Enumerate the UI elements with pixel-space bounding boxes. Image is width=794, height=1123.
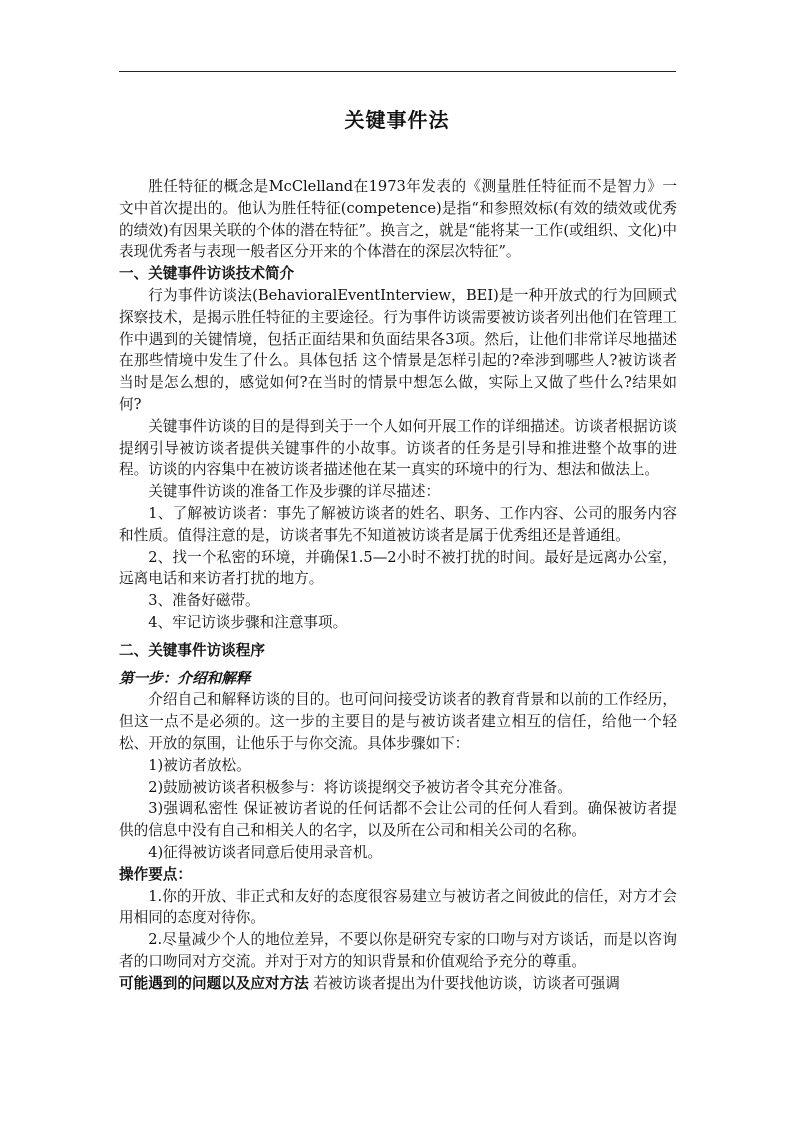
section1-paragraph-2: 关键事件访谈的目的是得到关于一个人如何开展工作的详细描述。访谈者根据访谈提纲引导被访谈者提供关键事件的小故事。访谈者的任务是引导和推进整个故事的进程。访谈的内容集中在被访谈者描述他在某一真实的环境中的行为、想法和做法上。 xyxy=(119,417,677,479)
step1-paragraph: 介绍自己和解释访谈的目的。也可问问接受访谈者的教育背景和以前的工作经历，但这一点不是必须的。这一步的主要目的是与被访谈者建立相互的信任，给他一个轻松、开放的氛围，让他乐于与你交流。具体步骤如下： xyxy=(119,691,677,752)
document-body xyxy=(119,176,677,994)
problems-label: 可能遇到的问题以及应对方法 xyxy=(119,974,309,992)
intro-paragraph: 胜任特征的概念是McClelland在1973年发表的《测量胜任特征而不是智力》一文中首次提出的。他认为胜任特征(competence)是指“和参照效标(有效的绩效或优秀的绩效)有因果关联的个体的潜在特征”。换言之，就是“能将某一工作(或组织、文化)中表现优秀者与表现一般者区分开来的个体潜在的深层次特征”。 xyxy=(119,178,677,261)
document-title: 关键事件法 xyxy=(344,108,450,132)
step1-sub-2: 2)鼓励被访谈者积极参与：将访谈提纲交予被访者令其充分准备。 xyxy=(148,778,572,796)
ops-heading: 操作要点： xyxy=(119,865,192,883)
ops-point-2: 2.尽量减少个人的地位差异，不要以你是研究专家的口吻与对方谈话，而是以咨询者的口吻同对方交流。并对于对方的知识背景和价值观给予充分的尊重。 xyxy=(119,931,677,970)
section1-paragraph-3: 关键事件访谈的准备工作及步骤的详尽描述： xyxy=(148,483,441,501)
prep-item-4: 4、牢记访谈步骤和注意事项。 xyxy=(148,613,348,631)
prep-item-2: 2、找一个私密的环境，并确保1.5—2小时不被打扰的时间。最好是远离办公室，远离电话和来访者打扰的地方。 xyxy=(119,548,677,588)
header-rule xyxy=(119,71,676,72)
problems-paragraph xyxy=(119,973,677,995)
prep-item-1: 1、了解被访谈者：事先了解被访谈者的姓名、职务、工作内容、公司的服务内容和性质。值得注意的是，访谈者事先不知道被访谈者是属于优秀组还是普通组。 xyxy=(119,504,677,544)
ops-point-1: 1.你的开放、非正式和友好的态度很容易建立与被访者之间彼此的信任，对方才会用相同的态度对待你。 xyxy=(119,887,677,927)
step1-sub-3: 3)强调私密性 保证被访者说的任何话都不会让公司的任何人看到。确保被访者提供的信息中没有自己和相关人的名字，以及所在公司和相关公司的名称。 xyxy=(119,800,677,840)
problems-text: 若被访谈者提出为什要找他访谈，访谈者可强调 xyxy=(308,974,620,992)
section1-heading: 一、关键事件访谈技术简介 xyxy=(119,265,295,283)
section1-paragraph-1: 行为事件访谈法(BehavioralEventInterview，BEI)是一种开放式的行为回顾式探察技术，是揭示胜任特征的主要途径。行为事件访谈需要被访谈者列出他们在管理工作中遇到的关键情境，包括正面结果和负面结果各3项。然后，让他们非常详尽地描述在那些情境中发生了什么。具体包括 这个情景是怎样引起的?牵涉到哪些人?被访谈者当时是怎么想的，感觉如何?在当时的情景中想怎么做，实际上又做了些什么?结果如何? xyxy=(119,286,677,413)
step1-sub-4: 4)征得被访谈者同意后使用录音机。 xyxy=(148,843,383,861)
step1-sub-1: 1)被访者放松。 xyxy=(148,756,251,774)
prep-item-3: 3、准备好磁带。 xyxy=(148,592,260,610)
section2-heading: 二、关键事件访谈程序 xyxy=(119,641,265,659)
step1-heading: 第一步：介绍和解释 xyxy=(119,669,251,687)
